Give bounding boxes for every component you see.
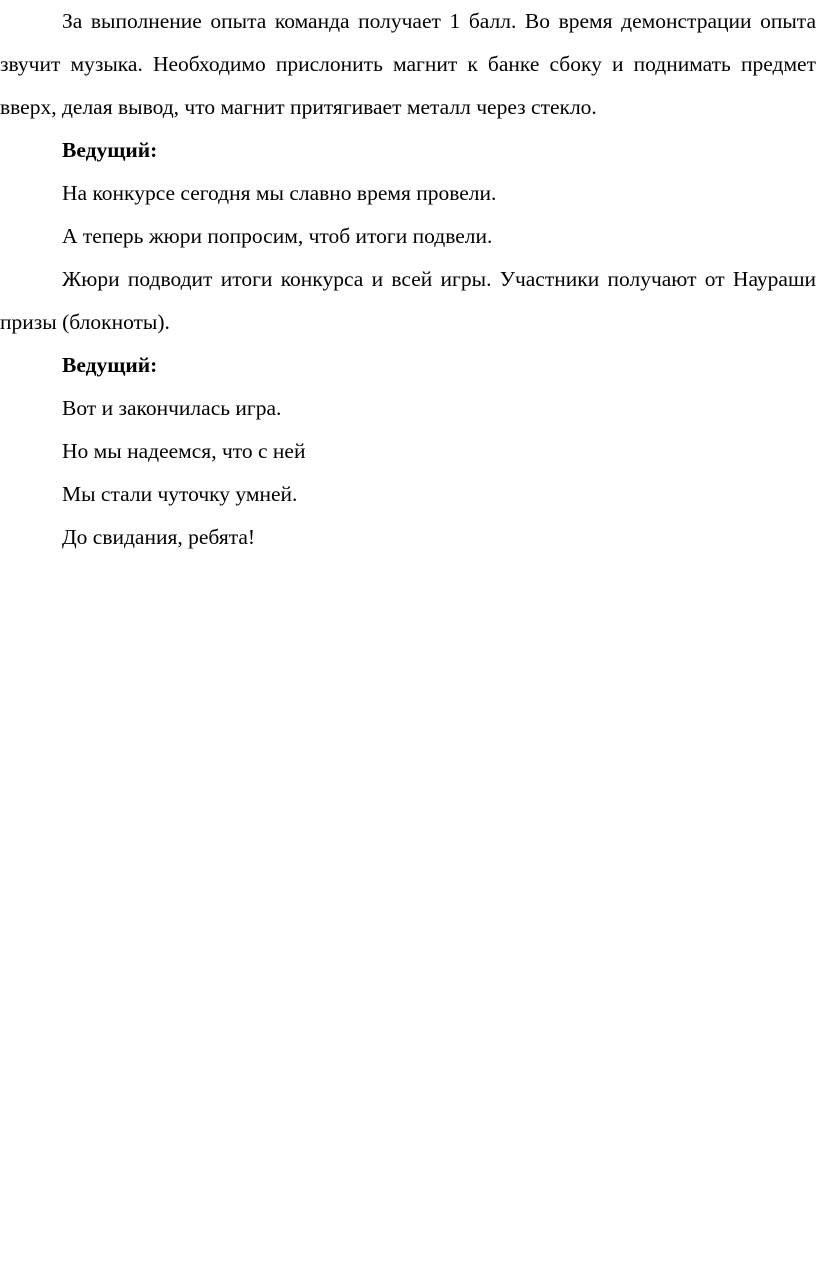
paragraph-experiment-rules: За выполнение опыта команда получает 1 балл. Во время демонстрации опыта звучит музыка. Необходимо прислонить магнит к банке сбоку и поднимать предмет вверх, делая вывод, что магнит притягивает металл через стекло. — [0, 9, 816, 119]
verse-line: Мы стали чуточку умней. — [62, 482, 298, 506]
paragraph-jury-results: Жюри подводит итоги конкурса и всей игры. Участники получают от Науpаши призы (блокноты). — [0, 267, 816, 334]
verse-line: Но мы надеемся, что с ней — [62, 439, 306, 463]
verse-line: До свидания, ребята! — [62, 525, 256, 549]
host-label: Ведущий: — [62, 138, 158, 162]
verse-line: А теперь жюри попросим, чтоб итоги подвели. — [62, 224, 493, 248]
verse-line: На конкурсе сегодня мы славно время провели. — [62, 181, 497, 205]
verse-line: Вот и закончилась игра. — [62, 396, 282, 420]
document-body — [0, 0, 816, 559]
host-label: Ведущий: — [62, 353, 158, 377]
